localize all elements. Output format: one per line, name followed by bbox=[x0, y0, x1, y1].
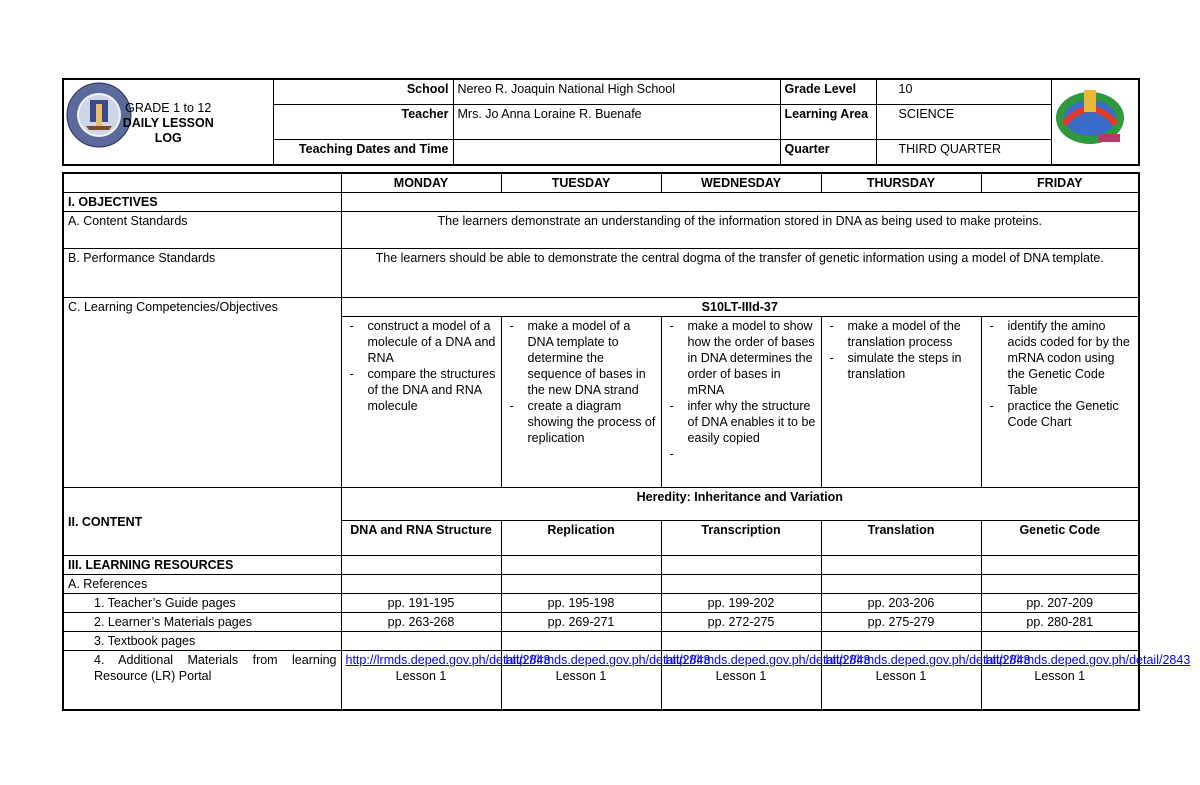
tg-thursday: pp. 203-206 bbox=[821, 594, 981, 613]
references-label: A. References bbox=[63, 575, 341, 594]
empty-cell bbox=[501, 556, 661, 575]
day-monday: MONDAY bbox=[341, 173, 501, 193]
competencies-label: C. Learning Competencies/Objectives bbox=[63, 298, 341, 488]
portal-link[interactable]: http://lrmds.deped.gov.ph/detail/2843 bbox=[665, 653, 871, 667]
lm-wednesday: pp. 272-275 bbox=[661, 613, 821, 632]
list-item: - simulate the steps in translation bbox=[826, 350, 977, 382]
portal-wednesday bbox=[661, 651, 871, 711]
empty-cell bbox=[661, 556, 821, 575]
lm-thursday: pp. 275-279 bbox=[821, 613, 981, 632]
day-thursday: THURSDAY bbox=[821, 173, 981, 193]
empty-cell bbox=[981, 556, 1139, 575]
day-friday: FRIDAY bbox=[981, 173, 1139, 193]
content-friday: Genetic Code bbox=[981, 521, 1139, 556]
tg-wednesday: pp. 199-202 bbox=[661, 594, 821, 613]
portal-suffix: Lesson 1 bbox=[1034, 669, 1086, 683]
list-item: - make a model of the translation process bbox=[826, 318, 977, 350]
empty-cell bbox=[981, 575, 1139, 594]
lm-label: 2. Learner’s Materials pages bbox=[63, 613, 341, 632]
empty-cell bbox=[341, 575, 501, 594]
textbook-label: 3. Textbook pages bbox=[63, 632, 341, 651]
day-wednesday: WEDNESDAY bbox=[661, 173, 821, 193]
list-item: - identify the amino acids coded for by the mRNA codon using the Genetic Code Table bbox=[986, 318, 1135, 398]
list-item: - make a model to show how the order of bases in DNA determines the order of bases in mRNA bbox=[666, 318, 817, 398]
content-standards-label: A. Content Standards bbox=[63, 212, 341, 249]
day-tuesday: TUESDAY bbox=[501, 173, 661, 193]
list-item: - make a model of a DNA template to determine the sequence of bases in the new DNA strand bbox=[506, 318, 657, 398]
list-item: - practice the Genetic Code Chart bbox=[986, 398, 1135, 430]
school-label: School bbox=[273, 79, 453, 105]
logo-cell bbox=[1051, 79, 1139, 165]
empty-cell bbox=[341, 632, 501, 651]
teacher-value: Mrs. Jo Anna Loraine R. Buenafe bbox=[453, 105, 780, 140]
content-topic: Heredity: Inheritance and Variation bbox=[341, 488, 1139, 521]
content-standards-text: The learners demonstrate an understanding of the information stored in DNA as being used to make proteins. bbox=[341, 212, 1139, 249]
portal-thursday bbox=[821, 651, 1031, 711]
content-monday: DNA and RNA Structure bbox=[341, 521, 501, 556]
lm-tuesday: pp. 269-271 bbox=[501, 613, 661, 632]
objectives-wednesday bbox=[661, 317, 821, 488]
lm-friday: pp. 280-281 bbox=[981, 613, 1139, 632]
objectives-thursday bbox=[821, 317, 981, 488]
empty-cell bbox=[341, 556, 501, 575]
objectives-tuesday bbox=[501, 317, 661, 488]
portal-suffix: Lesson 1 bbox=[715, 669, 767, 683]
empty-cell bbox=[661, 632, 821, 651]
empty-cell bbox=[981, 632, 1139, 651]
empty-cell bbox=[661, 575, 821, 594]
portal-suffix: Lesson 1 bbox=[395, 669, 447, 683]
portal-suffix: Lesson 1 bbox=[555, 669, 607, 683]
grade-level-label: Grade Level bbox=[780, 79, 876, 105]
dates-value bbox=[453, 140, 780, 166]
lm-monday: pp. 263-268 bbox=[341, 613, 501, 632]
tg-friday: pp. 207-209 bbox=[981, 594, 1139, 613]
empty-cell bbox=[821, 632, 981, 651]
title-line1: GRADE 1 to 12 bbox=[125, 101, 212, 115]
header-table bbox=[62, 78, 1140, 166]
list-item: - compare the structures of the DNA and RNA molecule bbox=[346, 366, 497, 414]
empty-cell bbox=[501, 575, 661, 594]
empty-cell bbox=[501, 632, 661, 651]
objectives-heading: I. OBJECTIVES bbox=[63, 193, 341, 212]
objectives-blank bbox=[341, 193, 1139, 212]
lesson-log-table bbox=[62, 172, 1191, 711]
list-item: - construct a model of a molecule of a DNA and RNA bbox=[346, 318, 497, 366]
list-item: - create a diagram showing the process of replication bbox=[506, 398, 657, 446]
tg-monday: pp. 191-195 bbox=[341, 594, 501, 613]
dll-title bbox=[63, 79, 273, 165]
content-wednesday: Transcription bbox=[661, 521, 821, 556]
performance-standards-text: The learners should be able to demonstrate the central dogma of the transfer of genetic information using a model of DNA template. bbox=[341, 249, 1139, 298]
grade-level-value: 10 bbox=[876, 79, 1051, 105]
tg-tuesday: pp. 195-198 bbox=[501, 594, 661, 613]
content-tuesday: Replication bbox=[501, 521, 661, 556]
school-value: Nereo R. Joaquin National High School bbox=[453, 79, 780, 105]
portal-link[interactable]: http://lrmds.deped.gov.ph/detail/2843 bbox=[985, 653, 1191, 667]
dates-label: Teaching Dates and Time bbox=[273, 140, 453, 166]
empty-cell bbox=[821, 575, 981, 594]
portal-link[interactable]: http://lrmds.deped.gov.ph/detail/2843 bbox=[345, 653, 551, 667]
quarter-label: Quarter bbox=[780, 140, 876, 166]
quarter-value: THIRD QUARTER bbox=[876, 140, 1051, 166]
portal-suffix: Lesson 1 bbox=[875, 669, 927, 683]
competency-code: S10LT-IIId-37 bbox=[341, 298, 1139, 317]
portal-link[interactable]: http://lrmds.deped.gov.ph/detail/2843 bbox=[505, 653, 711, 667]
portal-link[interactable]: http://lrmds.deped.gov.ph/detail/2843 bbox=[825, 653, 1031, 667]
additional-label: 4. Additional Materials from learning Resource (LR) Portal bbox=[63, 651, 341, 711]
performance-standards-label: B. Performance Standards bbox=[63, 249, 341, 298]
corner-cell bbox=[63, 173, 341, 193]
resources-heading: III. LEARNING RESOURCES bbox=[63, 556, 341, 575]
learning-area-label: Learning Area bbox=[780, 105, 876, 140]
portal-monday bbox=[341, 651, 551, 711]
teacher-label: Teacher bbox=[273, 105, 453, 140]
empty-cell bbox=[821, 556, 981, 575]
objectives-monday bbox=[341, 317, 501, 488]
portal-friday bbox=[981, 651, 1191, 711]
content-thursday: Translation bbox=[821, 521, 981, 556]
title-line2: DAILY LESSON bbox=[122, 116, 214, 130]
objectives-friday bbox=[981, 317, 1139, 488]
portal-tuesday bbox=[501, 651, 711, 711]
learning-area-value: SCIENCE bbox=[876, 105, 1051, 140]
title-line3: LOG bbox=[154, 131, 182, 145]
content-heading: II. CONTENT bbox=[63, 488, 341, 556]
tg-label: 1. Teacher’s Guide pages bbox=[63, 594, 341, 613]
list-item: - infer why the structure of DNA enables it to be easily copied bbox=[666, 398, 817, 446]
